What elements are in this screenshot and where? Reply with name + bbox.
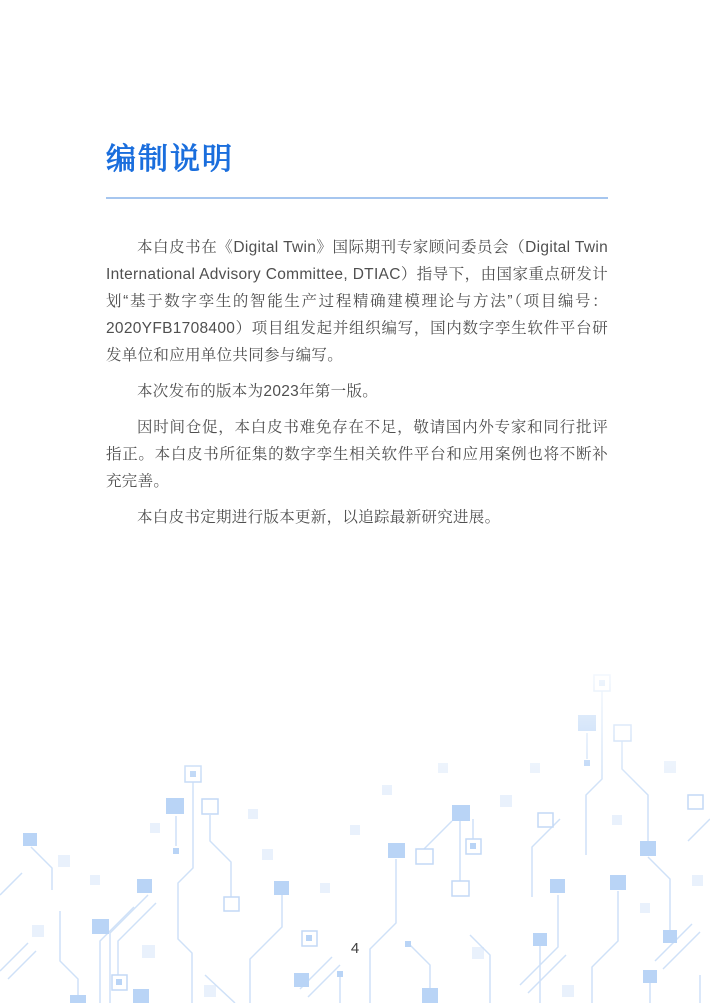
- page-number: 4: [350, 940, 360, 957]
- circuit-filled-squares: [23, 715, 677, 1003]
- circuit-faint-squares: [32, 761, 703, 997]
- body-paragraph: 本次发布的版本为2023年第一版。: [137, 383, 379, 400]
- main-content: [106, 145, 608, 540]
- circuit-fade-overlay: [0, 643, 710, 793]
- page-title: 编制说明: [106, 143, 234, 176]
- body-text-block: [106, 234, 608, 531]
- title-divider: [106, 197, 608, 199]
- body-paragraph: 本白皮书在《Digital Twin》国际期刊专家顾问委员会（Digital Twin International Advisory Committee, DTIAC）指导下，由国家重点研发计划“基于数字孪生的智能生产过程精确建模理论与方法”（项目编号：2020YFB1708400）项目组发起并组织编写，国内数字孪生软件平台研发单位和应用单位共同参与编写。: [106, 239, 608, 364]
- body-paragraph: 因时间仓促，本白皮书难免存在不足，敬请国内外专家和同行批评指正。本白皮书所征集的数字孪生相关软件平台和应用案例也将不断补充完善。: [106, 419, 608, 490]
- circuit-outline-squares: [202, 725, 703, 911]
- body-paragraph: 本白皮书定期进行版本更新，以追踪最新研究进展。: [137, 509, 501, 526]
